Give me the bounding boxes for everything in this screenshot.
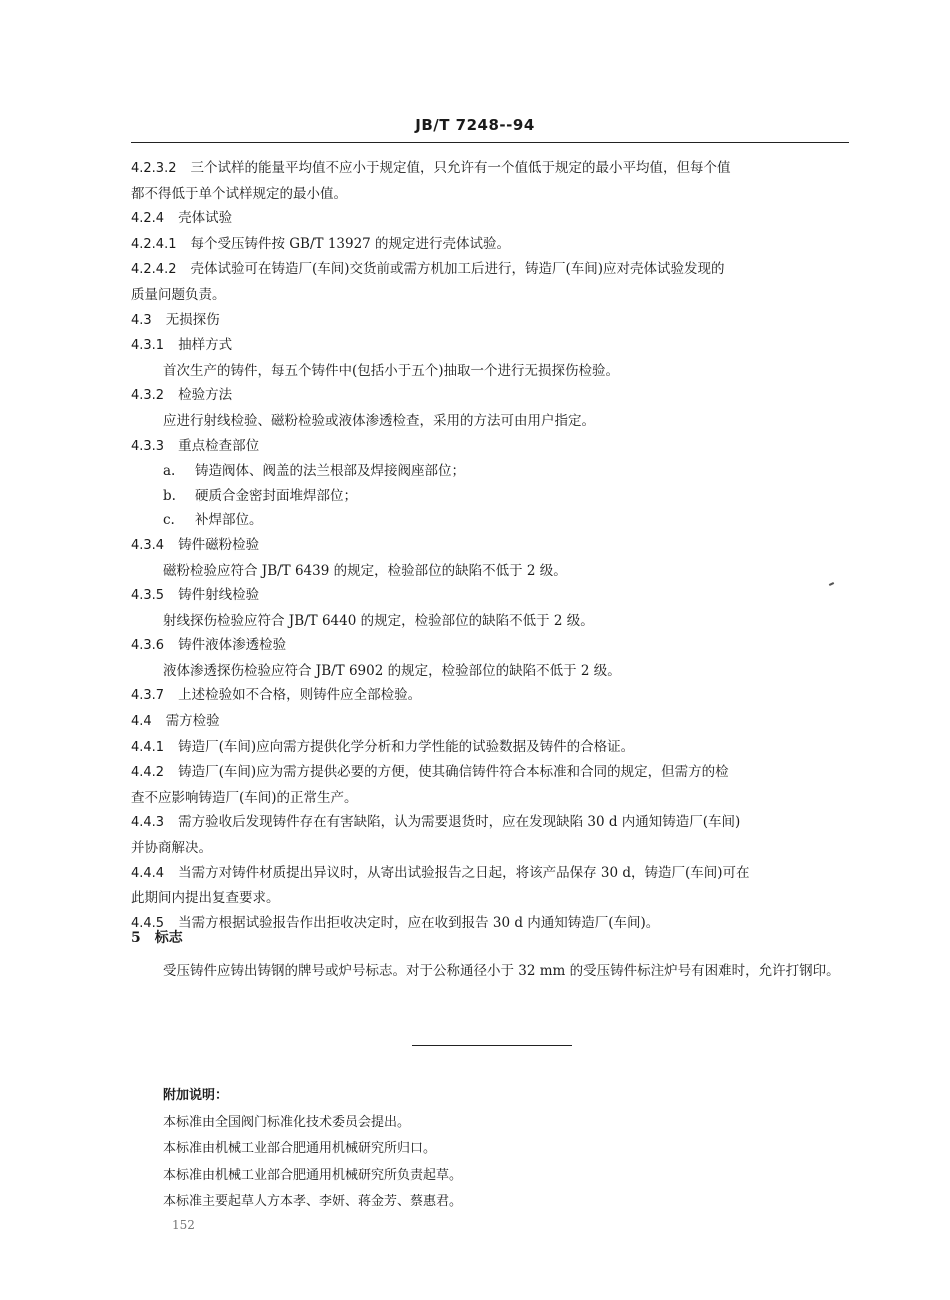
clause-4-2-3-2 — [131, 156, 849, 182]
clause-number: 4.3.3 — [131, 438, 165, 454]
clause-4-3-2 — [131, 383, 849, 409]
clause-body: 磁粉检验应符合 JB/T 6439 的规定，检验部位的缺陷不低于 2 级。 — [163, 562, 567, 579]
section-number: 5 — [131, 930, 141, 946]
clause-4-3-6 — [131, 633, 849, 659]
clause-4-3-3 — [131, 434, 849, 460]
notes-item: 本标准由机械工业部合肥通用机械研究所负责起草。 — [163, 1167, 463, 1183]
clause-text: 每个受压铸件按 GB/T 13927 的规定进行壳体试验。 — [190, 235, 511, 252]
clause-number: 4.4.1 — [131, 739, 165, 755]
clause-4-4-1 — [131, 735, 849, 761]
clause-number: 4.4.4 — [131, 865, 165, 881]
clause-heading: 无损探伤 — [165, 311, 220, 328]
list-text: 硬质合金密封面堆焊部位； — [195, 487, 357, 504]
notes-item: 本标准主要起草人方本孝、李妍、蒋金芳、蔡惠君。 — [163, 1194, 463, 1209]
clause-4-3-4 — [131, 533, 849, 559]
clause-heading: 壳体试验 — [178, 210, 233, 227]
notes-item: 本标准由全国阀门标准化技术委员会提出。 — [163, 1114, 411, 1130]
clause-text: 需方验收后发现铸件存在有害缺陷，认为需要退货时，应在发现缺陷 30 d 内通知铸造厂(车间) — [178, 814, 741, 831]
clause-4-4 — [131, 709, 849, 735]
clause-number: 4.4.5 — [131, 915, 165, 931]
clause-body: 首次生产的铸件，每五个铸件中(包括小于五个)抽取一个进行无损探伤检验。 — [163, 362, 620, 379]
clause-heading: 抽样方式 — [178, 337, 233, 354]
section-heading — [131, 926, 849, 951]
clause-number: 4.2.3.2 — [131, 161, 177, 176]
clause-number: 4.3.4 — [131, 537, 165, 553]
list-item-c — [131, 508, 849, 533]
clause-number: 4.4.3 — [131, 815, 165, 831]
clause-4-3-1 — [131, 333, 849, 359]
clause-continuation: 此期间内提出复查要求。 — [131, 890, 280, 907]
list-label: b. — [163, 487, 176, 504]
clause-continuation: 并协商解决。 — [131, 840, 212, 857]
clause-4-4-2 — [131, 760, 849, 786]
clause-heading: 检验方法 — [178, 387, 233, 404]
clause-number: 4.3.6 — [131, 638, 165, 654]
list-label: c. — [163, 512, 175, 529]
list-text: 补焊部位。 — [195, 512, 263, 529]
clause-text: 壳体试验可在铸造厂(车间)交货前或需方机加工后进行，铸造厂(车间)应对壳体试验发现的 — [190, 261, 725, 278]
additional-notes — [163, 1083, 803, 1216]
clause-continuation: 质量问题负责。 — [131, 286, 226, 303]
clause-4-2-4 — [131, 206, 849, 232]
clause-text: 三个试样的能量平均值不应小于规定值，只允许有一个值低于规定的最小平均值，但每个值 — [190, 160, 731, 176]
list-label: a. — [163, 463, 176, 480]
notes-title: 附加说明： — [163, 1088, 229, 1103]
clause-text: 当需方对铸件材质提出异议时，从寄出试验报告之日起，将该产品保存 30 d，铸造厂(车间)可在 — [178, 864, 750, 881]
clause-body: 应进行射线检验、磁粉检验或液体渗透检查，采用的方法可由用户指定。 — [163, 412, 595, 429]
section-paragraph: 受压铸件应铸出铸钢的牌号或炉号标志。对于公称通径小于 32 mm 的受压铸件标注炉号有困难时，允许打钢印。 — [163, 962, 840, 979]
clause-text: 上述检验如不合格，则铸件应全部检验。 — [178, 687, 422, 704]
clause-4-2-4-1 — [131, 232, 849, 258]
clause-number: 4.3 — [131, 312, 152, 328]
clause-continuation: 查不应影响铸造厂(车间)的正常生产。 — [131, 789, 358, 806]
notes-item: 本标准由机械工业部合肥通用机械研究所归口。 — [163, 1141, 437, 1156]
page-number: 152 — [172, 1218, 195, 1232]
clause-number: 4.4 — [131, 714, 152, 730]
list-item-a — [131, 459, 849, 484]
header-rule — [131, 142, 849, 143]
clause-heading: 铸件液体渗透检验 — [178, 637, 287, 654]
clause-4-2-4-2 — [131, 257, 849, 283]
clause-number: 4.2.4.2 — [131, 262, 177, 278]
end-rule — [412, 1045, 572, 1046]
section-5 — [131, 926, 849, 983]
clause-heading: 铸件磁粉检验 — [178, 536, 260, 553]
clause-4-3-7 — [131, 683, 849, 709]
clause-4-3 — [131, 308, 849, 334]
clause-text: 铸造厂(车间)应向需方提供化学分析和力学性能的试验数据及铸件的合格证。 — [178, 738, 635, 755]
clause-number: 4.3.5 — [131, 588, 165, 604]
clause-4-4-4 — [131, 861, 849, 887]
clause-heading: 需方检验 — [165, 713, 220, 730]
clause-text: 铸造厂(车间)应为需方提供必要的方便，使其确信铸件符合本标准和合同的规定，但需方的检 — [178, 764, 729, 781]
clause-number: 4.3.1 — [131, 338, 165, 354]
body-text — [131, 156, 849, 936]
clause-text: 当需方根据试验报告作出拒收决定时，应在收到报告 30 d 内通知铸造厂(车间)。 — [178, 914, 660, 931]
clause-heading: 铸件射线检验 — [178, 587, 260, 604]
page-header: JB/T 7248--94 — [415, 116, 535, 134]
clause-body: 液体渗透探伤检验应符合 JB/T 6902 的规定，检验部位的缺陷不低于 2 级。 — [163, 662, 621, 679]
clause-4-3-5 — [131, 583, 849, 609]
list-text: 铸造阀体、阀盖的法兰根部及焊接阀座部位； — [195, 463, 465, 480]
clause-number: 4.2.4 — [131, 211, 165, 227]
section-title: 标志 — [154, 930, 183, 946]
clause-continuation: 都不得低于单个试样规定的最小值。 — [131, 185, 347, 202]
clause-heading: 重点检查部位 — [178, 437, 260, 454]
clause-4-4-3 — [131, 810, 849, 836]
list-item-b — [131, 484, 849, 509]
clause-body: 射线探伤检验应符合 JB/T 6440 的规定，检验部位的缺陷不低于 2 级。 — [163, 612, 594, 629]
clause-number: 4.3.7 — [131, 688, 165, 704]
clause-number: 4.3.2 — [131, 388, 165, 404]
clause-number: 4.2.4.1 — [131, 236, 177, 252]
clause-number: 4.4.2 — [131, 765, 165, 781]
